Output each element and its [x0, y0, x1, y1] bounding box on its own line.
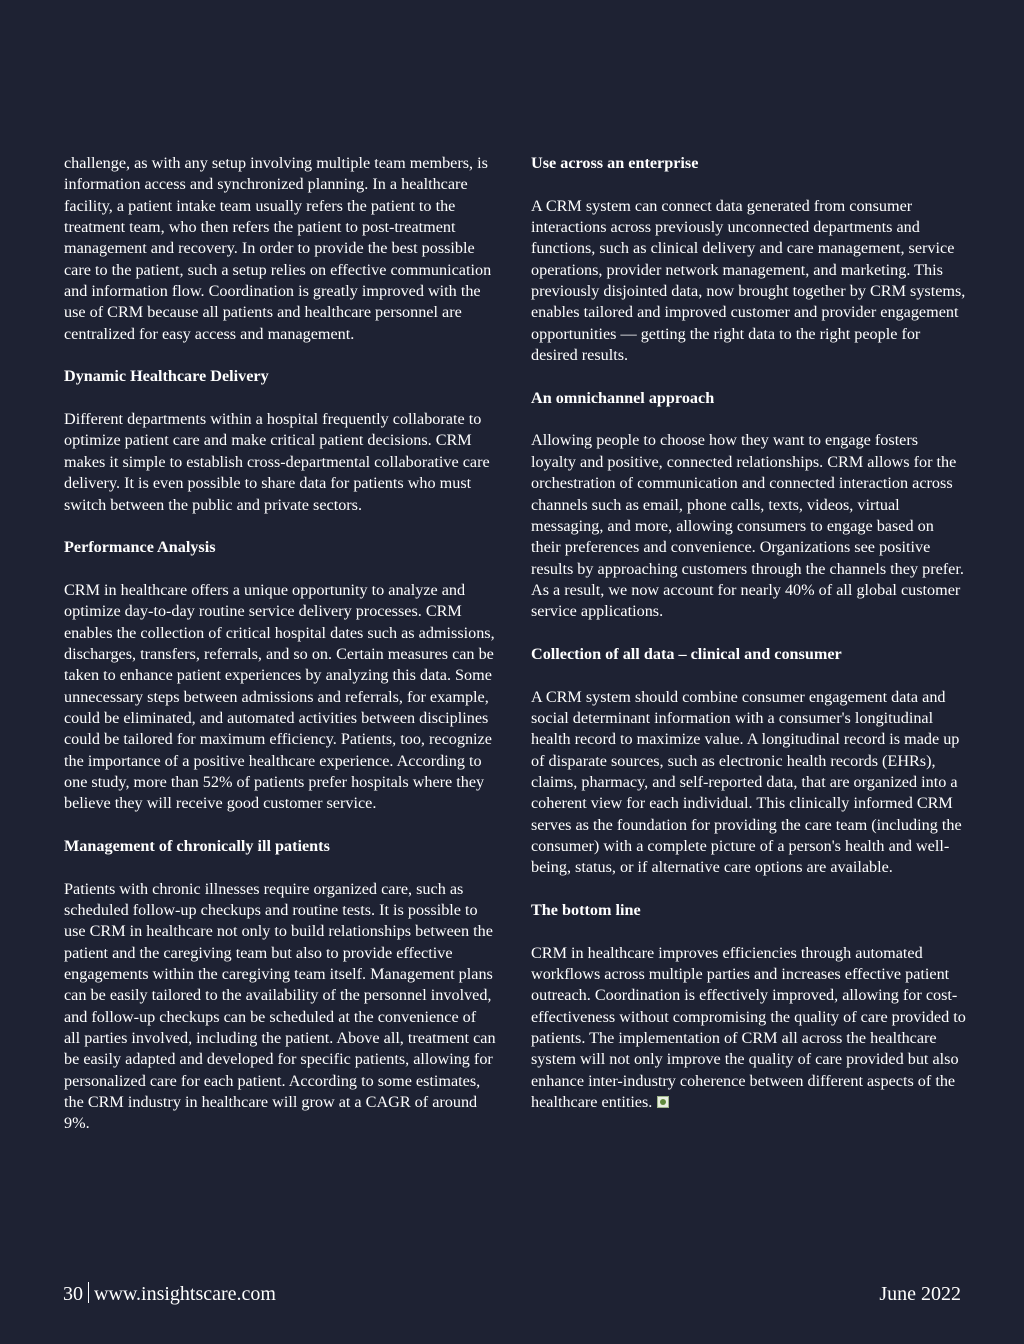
- bottom-line-text: CRM in healthcare improves efficiencies through automated workflows across multiple parties and increases effective patient outreach. Coordination is effectively improved, allowing for cost-effectiveness without compromising the quality of care provided to patients. The implementation of CRM all across the healthcare system will not only improve the quality of care provided but also enhance inter-industry coherence between different aspects of the healthcare entities.: [531, 943, 966, 1112]
- paragraph-omnichannel: Allowing people to choose how they want to engage fosters loyalty and positive, connected relationships. CRM allows for the orchestration of communication and connected interaction across channels such as email, phone calls, texts, videos, virtual messaging, and more, allowing consumers to engage based on their preferences and convenience. Organizations see positive results by approaching customers through the channels they prefer. As a result, we now account for nearly 40% of all global customer service applications.: [531, 431, 964, 621]
- heading-performance-analysis: Performance Analysis: [64, 538, 216, 557]
- paragraph-performance-analysis: CRM in healthcare offers a unique opportunity to analyze and optimize day-to-day routine service delivery processes. CRM enables the collection of critical hospital dates such as admissions, discharges, transfers, referrals, and so on. Certain measures can be taken to enhance patient experiences by analyzing this data. Some unnecessary steps between admissions and referrals, for example, could be eliminated, and automated activities between disciplines could be tailored for maximum efficiency. Patients, too, recognize the importance of a positive healthcare experience. According to one study, more than 52% of patients prefer hospitals where they believe they will receive good customer service.: [64, 580, 495, 813]
- issue-date: June 2022: [879, 1283, 961, 1305]
- paragraph-bottom-line: [531, 943, 967, 1114]
- end-of-article-icon: [657, 1096, 669, 1108]
- heading-enterprise: Use across an enterprise: [531, 154, 699, 172]
- paragraph-dynamic-healthcare: Different departments within a hospital frequently collaborate to optimize patient care and make critical patient decisions. CRM makes it simple to establish cross-departmental collaborative care delivery. It is even possible to share data for patients who must switch between the public and private sectors.: [64, 410, 490, 514]
- right-column: [531, 153, 967, 1135]
- page-number: 30: [63, 1283, 83, 1305]
- paragraph-enterprise: A CRM system can connect data generated from consumer interactions across previously unconnected departments and functions, such as clinical delivery and care management, service operations, provider network management, and marketing. This previously disjointed data, now brought together by CRM systems, enables tailored and improved customer and provider engagement opportunities — getting the right data to the right people for desired results.: [531, 196, 966, 365]
- website-link[interactable]: www.insightscare.com: [94, 1283, 276, 1305]
- left-column: [64, 153, 496, 1156]
- paragraph-chronic-patients: Patients with chronic illnesses require organized care, such as scheduled follow-up checkups and routine tests. It is possible to use CRM in healthcare not only to build relationships between the patient and the caregiving team but also to provide effective engagements within the caregiving team itself. Management plans can be easily tailored to the availability of the personnel involved, and follow-up checkups can be scheduled at the convenience of all parties involved, including the patient. Above all, treatment can be easily adapted and developed for specific patients, allowing for personalized care for each patient. According to some estimates, the CRM industry in healthcare will grow at a CAGR of around 9%.: [64, 879, 496, 1133]
- footer-left: [63, 1282, 276, 1306]
- heading-bottom-line: The bottom line: [531, 901, 641, 920]
- intro-paragraph: challenge, as with any setup involving multiple team members, is information access and synchronized planning. In a healthcare facility, a patient intake team usually refers the patient to the treatment team, who then refers the patient to post-treatment management and recovery. In order to provide the best possible care to the patient, such a setup relies on effective communication and information flow. Coordination is greatly improved with the use of CRM because all patients and healthcare personnel are centralized for easy access and management.: [64, 154, 492, 343]
- footer-right: [879, 1282, 961, 1306]
- heading-chronic-patients: Management of chronically ill patients: [64, 837, 330, 855]
- heading-dynamic-healthcare: Dynamic Healthcare Delivery: [64, 367, 269, 386]
- heading-data-collection: Collection of all data – clinical and consumer: [531, 644, 842, 663]
- footer-divider: [88, 1282, 89, 1303]
- paragraph-data-collection: A CRM system should combine consumer engagement data and social determinant information with a consumer's longitudinal health record to maximize value. A longitudinal record is made up of disparate sources, such as electronic health records (EHRs), claims, pharmacy, and self-reported data, that are organized into a coherent view for each individual. This clinically informed CRM serves as the foundation for providing the care team (including the consumer) with a complete picture of a person's health and well-being, status, or if alternative care options are available.: [531, 687, 962, 877]
- heading-omnichannel: An omnichannel approach: [531, 388, 715, 407]
